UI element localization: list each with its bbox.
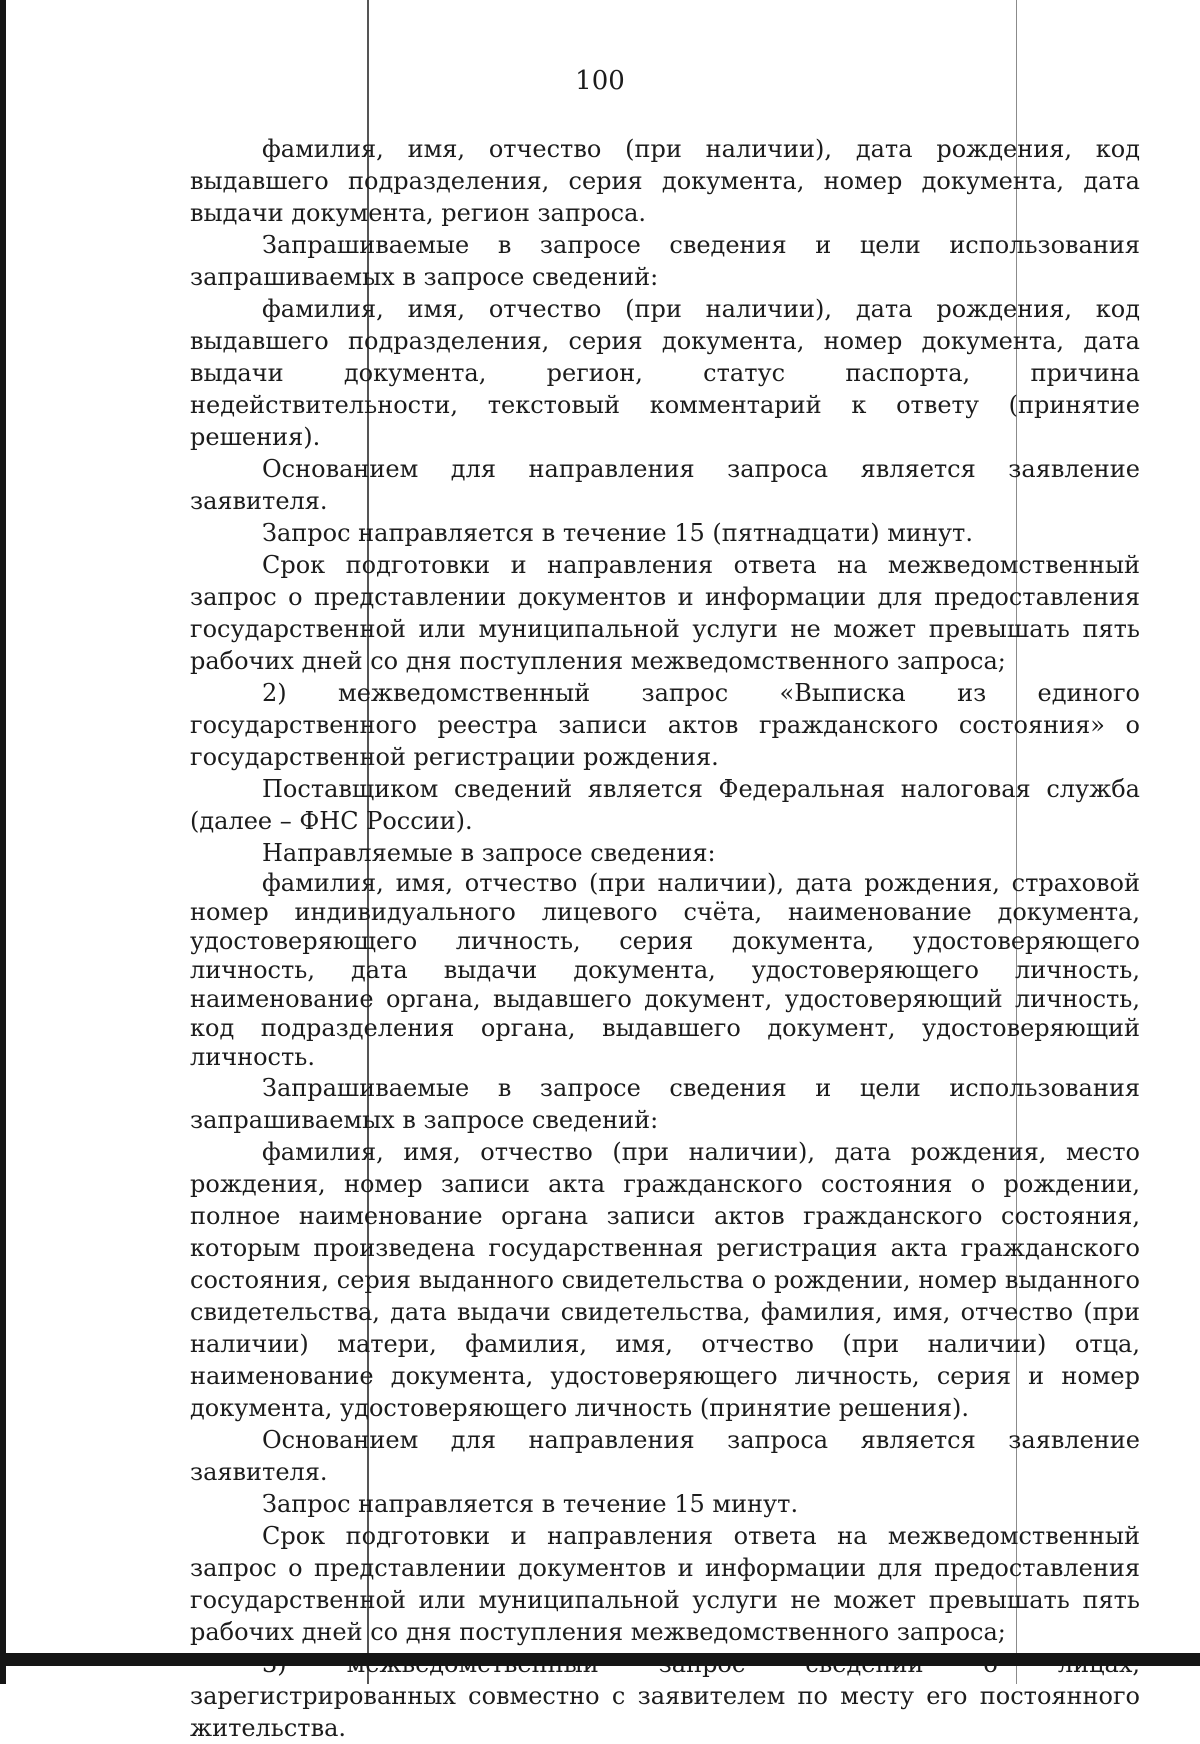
paragraph: Запрос направляется в течение 15 минут.	[262, 1490, 799, 1518]
paragraph: фамилия, имя, отчество (при наличии), дата рождения, страховой номер индивидуального лицевого счёта, наименование документа, удостоверяющего личность, серия документа, удостоверяющего личность, дата выдачи документа, удостоверяющего личность, наименование органа, выдавшего документ, удостоверяющий личность, код подразделения органа, выдавшего документ, удостоверяющий личность.	[190, 869, 1140, 1071]
scan-bottom-edge	[0, 1653, 1200, 1666]
paragraph: Срок подготовки и направления ответа на межведомственный запрос о представлении документов и информации для предоставления государственной или муниципальной услуги не может превышать пять рабочих дней со дня поступления межведомственного запроса;	[190, 551, 1140, 675]
scan-left-edge	[0, 0, 6, 1684]
paragraph: Запрос направляется в течение 15 (пятнадцати) минут.	[262, 519, 973, 547]
paragraph: зарегистрированных совместно с заявителем по месту его постоянного жительства.	[190, 1682, 1140, 1742]
paragraph: Основанием для направления запроса является заявление заявителя.	[190, 1426, 1140, 1486]
paragraph: фамилия, имя, отчество (при наличии), дата рождения, код выдавшего подразделения, серия документа, номер документа, дата выдачи документа, регион запроса.	[190, 135, 1140, 227]
paragraph: Основанием для направления запроса является заявление заявителя.	[190, 455, 1140, 515]
paragraph: Направляемые в запросе сведения:	[262, 839, 716, 867]
paragraph: Срок подготовки и направления ответа на межведомственный запрос о представлении документов и информации для предоставления государственной или муниципальной услуги не может превышать пять рабочих дней со дня поступления межведомственного запроса;	[190, 1522, 1140, 1646]
page-number: 100	[575, 66, 625, 96]
paragraph: фамилия, имя, отчество (при наличии), дата рождения, код выдавшего подразделения, серия документа, номер документа, дата выдачи документа, регион, статус паспорта, причина недействительности, текстовый комментарий к ответу (принятие решения).	[190, 295, 1140, 451]
paragraph: фамилия, имя, отчество (при наличии), дата рождения, место рождения, номер записи акта гражданского состояния о рождении, полное наименование органа записи актов гражданского состояния, которым произведена государственная регистрация акта гражданского состояния, серия выданного свидетельства о рождении, номер выданного свидетельства, дата выдачи свидетельства, фамилия, имя, отчество (при наличии) матери, фамилия, имя, отчество (при наличии) отца, наименование документа, удостоверяющего личность, серия и номер документа, удостоверяющего личность (принятие решения).	[190, 1138, 1140, 1422]
paragraph: Поставщиком сведений является Федеральная налоговая служба (далее – ФНС России).	[190, 775, 1140, 835]
paragraph: Запрашиваемые в запросе сведения и цели использования запрашиваемых в запросе сведений:	[190, 231, 1140, 291]
paragraph: 2) межведомственный запрос «Выписка из единого государственного реестра записи актов гражданского состояния» о государственной регистрации рождения.	[190, 679, 1140, 771]
document-body	[190, 133, 1140, 1744]
paragraph: Запрашиваемые в запросе сведения и цели использования запрашиваемых в запросе сведений:	[190, 1074, 1140, 1134]
